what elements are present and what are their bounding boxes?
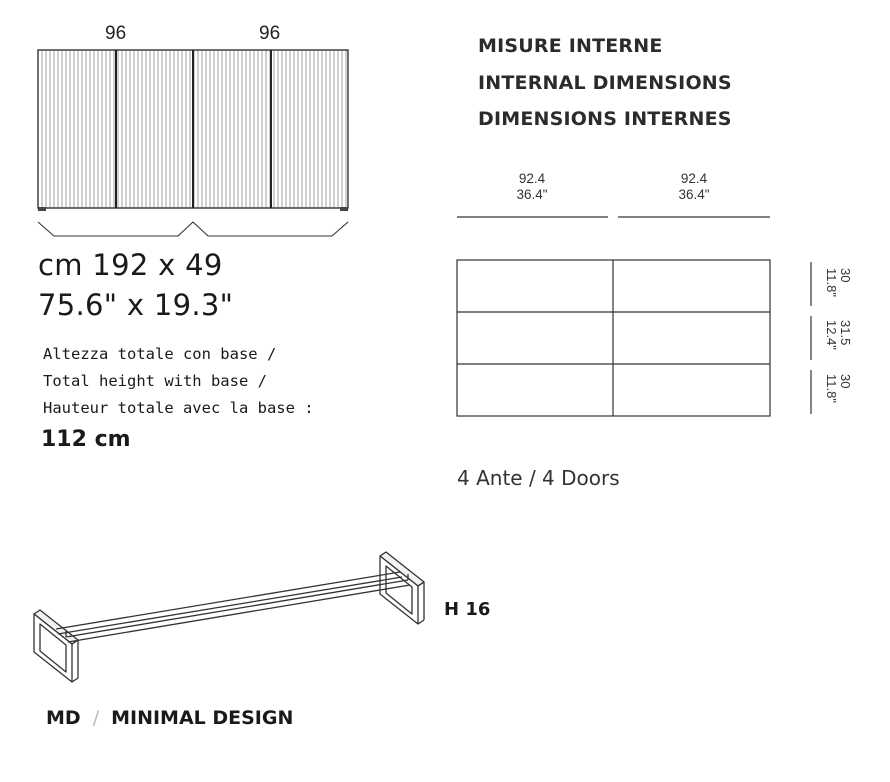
internal-height-label: [824, 320, 852, 350]
height-label-fr: Hauteur totale avec la base :: [43, 399, 314, 417]
internal-height-in: 12.4": [824, 320, 839, 350]
internal-title-fr: DIMENSIONS INTERNES: [478, 108, 732, 130]
internal-height-cm: 31.5: [838, 320, 853, 346]
internal-height-cm: 30: [838, 268, 853, 283]
overall-dimensions-cm: cm 192 x 49: [38, 248, 223, 282]
brand-separator: /: [92, 707, 100, 729]
cabinet-foot: [340, 207, 348, 211]
internal-width-cm: 92.4: [680, 171, 708, 186]
internal-height-label: [824, 268, 852, 297]
overall-dimensions-in: 75.6" x 19.3": [38, 288, 234, 322]
doors-count-label: 4 Ante / 4 Doors: [457, 466, 620, 490]
brand-name: MINIMAL DESIGN: [111, 707, 294, 729]
door-width-label: 96: [259, 23, 281, 44]
door-opening-indicator: [38, 222, 348, 236]
brand-line: [46, 707, 293, 729]
internal-width-in: 36.4": [516, 187, 548, 202]
door-width-label: 96: [105, 23, 127, 44]
cabinet-foot: [38, 207, 46, 211]
internal-width-in: 36.4": [678, 187, 710, 202]
internal-title-it: MISURE INTERNE: [478, 35, 663, 57]
internal-width-cm: 92.4: [518, 171, 546, 186]
internal-height-cm: 30: [838, 374, 853, 389]
internal-width-label: [644, 171, 744, 203]
internal-height-label: [824, 374, 852, 403]
internal-title-en: INTERNAL DIMENSIONS: [478, 72, 732, 94]
metal-base-drawing: [34, 552, 424, 682]
internal-height-in: 11.8": [824, 374, 839, 403]
height-label-it: Altezza totale con base /: [43, 345, 277, 363]
base-height-label: H 16: [444, 599, 491, 620]
total-height-value: 112 cm: [41, 427, 131, 452]
height-label-en: Total height with base /: [43, 372, 267, 390]
internal-height-in: 11.8": [824, 268, 839, 297]
internal-width-label: [482, 171, 582, 203]
brand-abbr: MD: [46, 707, 81, 729]
